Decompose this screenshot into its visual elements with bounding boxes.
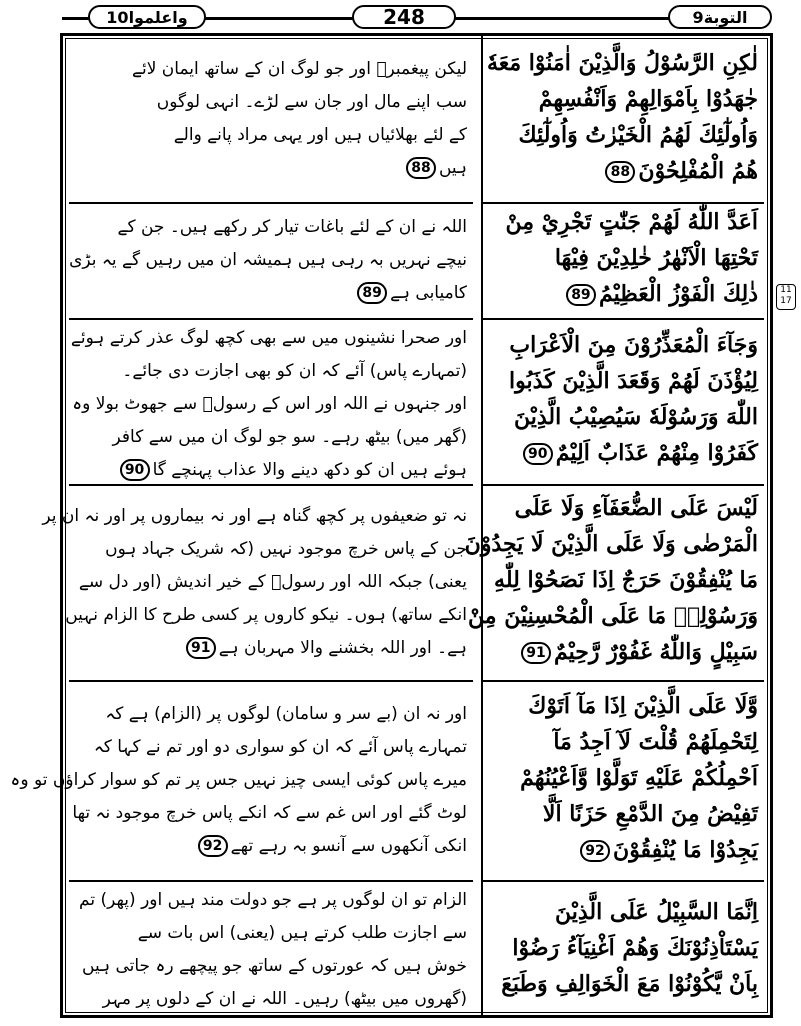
urdu-verse-block	[69, 319, 473, 485]
urdu-line-text: سب اپنے مال اور جان سے لڑے۔ انہی لوگوں	[156, 91, 467, 112]
urdu-text-line	[75, 534, 467, 564]
urdu-text-line	[75, 633, 467, 663]
urdu-text-line	[75, 120, 467, 150]
arabic-text-line	[464, 529, 758, 559]
urdu-line-text: اور جنہوں نے اللہ اور اس کے رسولؐ سے جھوٹ بولا وہ	[72, 394, 467, 414]
verse-number-marker: 89	[357, 282, 387, 304]
arabic-line-text: اللّٰهَ وَرَسُوْلَهٗ سَيُصِيْبُ الَّذِيْنَ	[513, 404, 758, 430]
arabic-text-line	[489, 366, 758, 396]
verse-number-marker: 90	[120, 459, 150, 481]
verse-number-marker: 92	[580, 840, 610, 862]
urdu-column	[10, 36, 473, 1015]
urdu-text-line	[75, 212, 467, 242]
urdu-line-text: کامیابی ہے	[390, 282, 467, 303]
ruku-mark: 11 17	[776, 284, 796, 310]
arabic-line-text: بِاَنْ يَّكُوْنُوْا مَعَ الْخَوَالِفِ وَطَبَعَ	[501, 971, 758, 997]
page-frame	[10, 33, 773, 1018]
urdu-line-text: اللہ نے ان کے لئے باغات تیار کر رکھے ہیں۔ جن کے	[117, 216, 467, 237]
arabic-text-line	[489, 835, 758, 865]
verse-number-marker: 88	[406, 157, 436, 179]
arabic-line-text: تَفِيْضُ مِنَ الدَّمْعِ حَزَنًا اَلَّا	[542, 801, 758, 827]
urdu-text-line	[75, 831, 467, 861]
arabic-text-line	[489, 243, 758, 273]
urdu-text-line	[75, 699, 467, 729]
arabic-text-line	[489, 438, 758, 468]
urdu-text-line	[65, 600, 467, 630]
urdu-text-line	[75, 885, 467, 915]
arabic-text-line	[486, 48, 758, 78]
urdu-line-text: (تمہارے پاس) آئے کہ ان کو بھی اجازت دی جائے۔	[122, 361, 467, 381]
arabic-line-text: يَسْتَاْذِنُوْنَكَ وَهُمْ اَغْنِيَآءُ رَضُوْا	[512, 935, 758, 961]
urdu-text-line	[72, 798, 467, 828]
urdu-line-text: کے لئے بھلائیاں ہیں اور یہی مراد پانے والے	[173, 124, 467, 145]
urdu-line-text: نہ تو ضعیفوں پر کچھ گناہ ہے اور نہ بیماروں پر اور نہ ان پر	[42, 505, 467, 526]
arabic-text-line	[489, 402, 758, 432]
urdu-line-text: ہے۔ اور اللہ بخشنے والا مہربان ہے	[218, 637, 467, 658]
urdu-text-line	[75, 567, 467, 597]
verse-number-marker: 89	[566, 284, 596, 306]
arabic-line-text: جٰهَدُوْا بِاَمْوَالِهِمْ وَاَنْفُسِهِمْ	[538, 85, 758, 112]
arabic-line-text: تَحْتِهَا الْاَنْهٰرُ خٰلِدِيْنَ فِيْهَا	[554, 245, 758, 271]
arabic-line-text: وَرَسُوْلِهٖ مَا عَلَى الْمُحْسِنِيْنَ مِنْ	[468, 603, 758, 629]
page-header	[0, 0, 801, 36]
arabic-verse-block	[483, 881, 764, 1021]
urdu-verse-block	[69, 36, 473, 203]
urdu-text-line	[75, 422, 467, 452]
surah-label: التوبة9	[668, 5, 772, 29]
urdu-text-line	[75, 951, 467, 981]
urdu-line-text: تمہارے پاس آئے کہ ان کو سواری دو اور تم نے کہا کہ	[93, 736, 467, 757]
urdu-line-text: اور صحرا نشینوں میں سے بھی کچھ لوگ عذر کرتے ہوئے	[70, 328, 467, 348]
urdu-text-line	[70, 323, 467, 353]
urdu-verse-block	[10, 681, 473, 881]
arabic-line-text: هُمُ الْمُفْلِحُوْنَ	[638, 157, 758, 184]
arabic-line-text: ذٰلِكَ الْفَوْزُ الْعَظِيْمُ	[598, 281, 758, 307]
urdu-text-line	[75, 54, 467, 84]
arabic-line-text: اَحْمِلُكُمْ عَلَيْهِ تَوَلَّوْا وَّاَعْيُنُهُمْ	[520, 765, 758, 791]
arabic-line-text: اِنَّمَا السَّبِيْلُ عَلَى الَّذِيْنَ	[555, 899, 758, 925]
verse-number-marker: 90	[523, 443, 553, 465]
arabic-line-text: مَا يُنْفِقُوْنَ حَرَجٌ اِذَا نَصَحُوْا لِلّٰهِ	[494, 567, 758, 593]
arabic-line-text: لِيُؤْذَنَ لَهُمْ وَقَعَدَ الَّذِيْنَ كَذَبُوا	[509, 368, 758, 394]
arabic-column	[464, 36, 764, 1015]
urdu-line-text: سے اجازت طلب کرتے ہیں (یعنی) اس بات سے	[137, 923, 467, 943]
arabic-line-text: لَيْسَ عَلَى الضُّعَفَآءِ وَلَا عَلَى	[514, 495, 758, 521]
verse-number-marker: 91	[186, 637, 216, 659]
arabic-text-line	[489, 799, 758, 829]
arabic-line-text: وَّلَا عَلَى الَّذِيْنَ اِذَا مَآ اَتَوْكَ	[528, 693, 758, 719]
urdu-line-text: یعنی) جبکہ اللہ اور رسولؐ کے خیر اندیش (اور دل سے	[78, 571, 467, 592]
urdu-line-text: انکی آنکھوں سے آنسو بہ رہے تھے	[230, 835, 467, 856]
urdu-text-line	[75, 918, 467, 948]
arabic-text-line	[489, 207, 758, 237]
urdu-line-text: انکے ساتھ) ہوں۔ نیکو کاروں پر کسی طرح کا الزام نہیں	[65, 604, 467, 625]
urdu-line-text: لوٹ گئے اور اس غم سے کہ انکے پاس خرچ موجود نہ تھا	[72, 802, 467, 823]
arabic-text-line	[489, 637, 758, 667]
arabic-verse-block	[483, 203, 764, 319]
urdu-text-line	[42, 501, 467, 531]
urdu-line-text: ہوئے ہیں ان کو دکھ دینے والا عذاب پہنچے گا	[152, 460, 467, 480]
urdu-text-line	[75, 356, 467, 386]
arabic-verse-block	[483, 36, 764, 203]
arabic-text-line	[489, 933, 758, 963]
urdu-text-line	[75, 984, 467, 1014]
arabic-line-text: سَبِيْلٍ وَاللّٰهُ غَفُوْرٌ رَّحِيْمٌ	[554, 639, 758, 665]
verse-number-marker: 92	[198, 835, 228, 857]
urdu-line-text: خوش ہیں کہ عورتوں کے ساتھ جو پیچھے رہ جاتی ہیں	[82, 956, 467, 976]
urdu-text-line	[75, 278, 467, 308]
urdu-line-text: اور نہ ان (بے سر و سامان) لوگوں پر (الزام) ہے کہ	[105, 703, 467, 724]
arabic-text-line	[489, 84, 758, 114]
verse-number-marker: 91	[521, 642, 551, 664]
arabic-verse-block	[483, 319, 764, 485]
urdu-line-text: (گھر میں) بیٹھ رہے۔ سو جو لوگ ان میں سے کافر	[112, 427, 467, 447]
arabic-line-text: الْمَرْضٰى وَلَا عَلَى الَّذِيْنَ لَا يَجِدُوْنَ	[464, 531, 758, 557]
urdu-text-line	[72, 389, 467, 419]
arabic-text-line	[489, 120, 758, 150]
urdu-line-text: ہیں	[438, 157, 467, 178]
arabic-text-line	[489, 763, 758, 793]
urdu-line-text: (گھروں میں بیٹھ) رہیں۔ اللہ نے ان کے دلوں پر مہر	[102, 989, 467, 1009]
arabic-text-line	[489, 156, 758, 186]
page-number: 248	[352, 5, 456, 29]
urdu-line-text: لیکن پیغمبرؐ اور جو لوگ ان کے ساتھ ایمان لائے	[132, 58, 467, 79]
arabic-text-line	[489, 691, 758, 721]
arabic-text-line	[489, 969, 758, 999]
juz-label: واعلموا10	[88, 5, 206, 29]
urdu-verse-block	[42, 485, 473, 681]
urdu-line-text: الزام تو ان لوگوں پر ہے جو دولت مند ہیں اور (پھر) تم	[79, 890, 467, 910]
arabic-line-text: كَفَرُوْا مِنْهُمْ عَذَابٌ اَلِيْمٌ	[555, 440, 758, 466]
arabic-verse-block	[464, 485, 764, 681]
arabic-text-line	[489, 727, 758, 757]
urdu-line-text: جن کے پاس خرچ موجود نہیں (کہ شریک جہاد ہوں	[105, 538, 467, 559]
arabic-line-text: لِتَحْمِلَهُمْ قُلْتَ لَآ اَجِدُ مَآ	[553, 729, 758, 755]
arabic-text-line	[489, 565, 758, 595]
urdu-verse-block	[69, 203, 473, 319]
urdu-line-text: نیچے نہریں بہ رہی ہیں ہمیشہ ان میں رہیں گے یہ بڑی	[69, 249, 467, 270]
urdu-text-line	[69, 245, 467, 275]
arabic-text-line	[489, 279, 758, 309]
urdu-text-line	[10, 765, 467, 795]
arabic-text-line	[489, 493, 758, 523]
urdu-text-line	[75, 455, 467, 485]
urdu-text-line	[75, 153, 467, 183]
verse-number-marker: 88	[605, 161, 635, 183]
arabic-text-line	[468, 601, 758, 631]
urdu-text-line	[75, 87, 467, 117]
arabic-line-text: لٰكِنِ الرَّسُوْلُ وَالَّذِيْنَ اٰمَنُوْا مَعَهٗ	[486, 49, 758, 76]
urdu-text-line	[75, 732, 467, 762]
arabic-text-line	[489, 330, 758, 360]
arabic-line-text: يَجِدُوْا مَا يُنْفِقُوْنَ	[613, 837, 758, 863]
arabic-text-line	[489, 897, 758, 927]
urdu-line-text: میرے پاس کوئی ایسی چیز نہیں جس پر تم کو سوار کراؤں تو وہ	[10, 769, 467, 790]
arabic-line-text: وَجَآءَ الْمُعَذِّرُوْنَ مِنَ الْاَعْرَابِ	[509, 332, 758, 358]
arabic-line-text: وَاُولٰٓئِكَ لَهُمُ الْخَيْرٰتُ وَاُولٰٓئِكَ	[518, 121, 758, 148]
arabic-line-text: اَعَدَّ اللّٰهُ لَهُمْ جَنّٰتٍ تَجْرِيْ مِنْ	[505, 209, 758, 235]
arabic-verse-block	[483, 681, 764, 881]
urdu-verse-block	[69, 881, 473, 1021]
